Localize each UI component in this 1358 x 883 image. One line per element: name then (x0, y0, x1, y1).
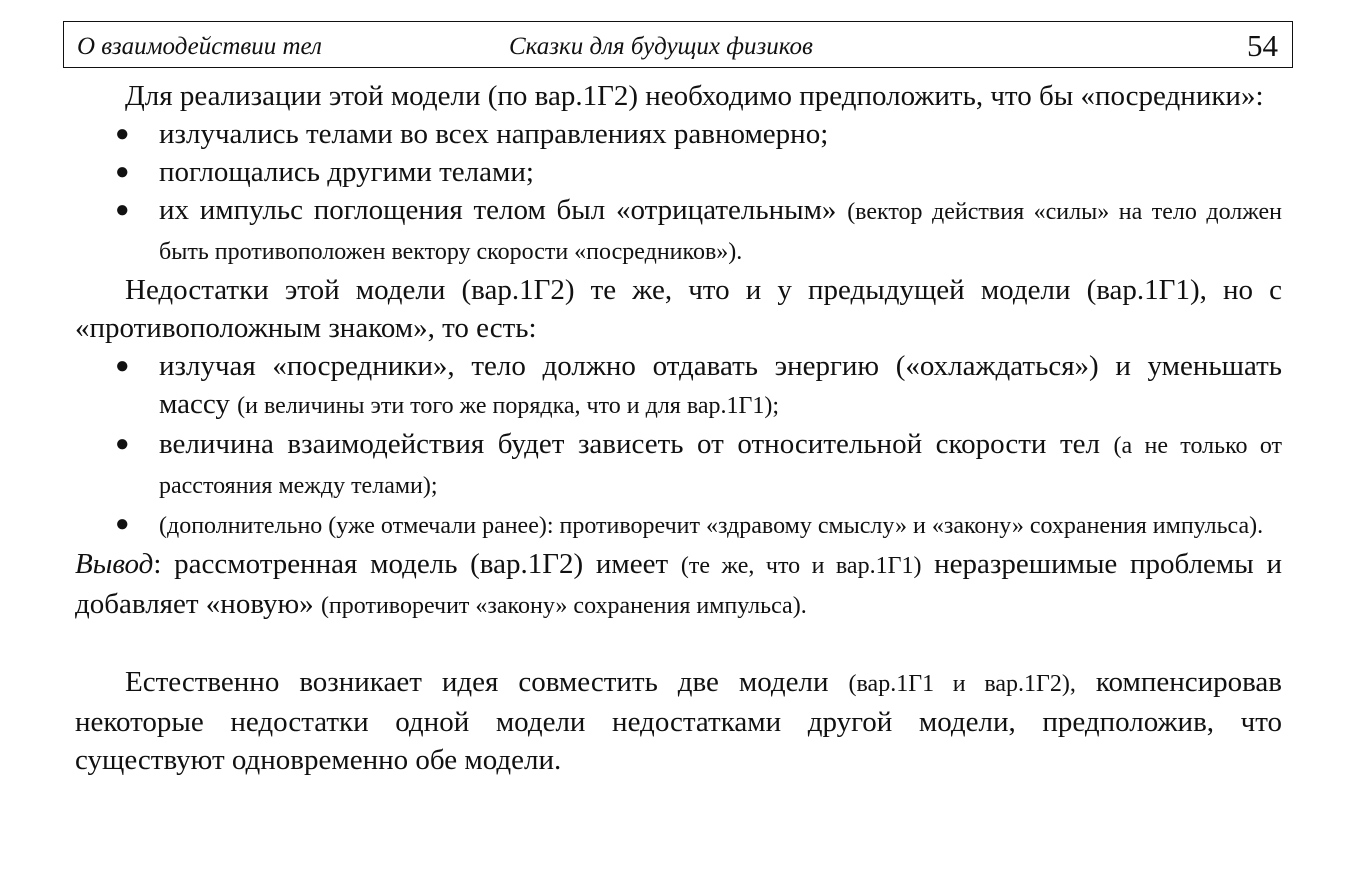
paragraph-intro: Для реализации этой модели (по вар.1Г2) необходимо предположить, что бы «посредники»: (125, 80, 1264, 112)
list-item-text: излучая «посредники», тело должно отдавать энергию («охлаждаться») и уменьшать массу (159, 350, 1282, 420)
bullet-icon: ● (115, 197, 130, 223)
list-item (75, 191, 1282, 271)
conclusion-note: (те же, что и вар.1Г1) (680, 553, 922, 579)
paragraph-text-2: компенсировав некоторые недостатки одной модели недостатками другой модели, предположив, что существуют одновременно обе модели. (75, 666, 1282, 776)
list-item-note: (а не только от расстояния между телами); (159, 433, 1282, 499)
requirements-list (75, 115, 1282, 271)
paragraph-note: (вар.1Г1 и вар.1Г2), (848, 671, 1076, 697)
list-item (75, 347, 1282, 425)
paragraph-conclusion (75, 545, 1282, 625)
paragraph-drawbacks: Недостатки этой модели (вар.1Г2) те же, что и у предыдущей модели (вар.1Г1), но с «противоположным знаком», то есть: (75, 274, 1282, 344)
page-body (75, 77, 1282, 779)
paragraph-combine-models (75, 663, 1282, 779)
list-item-note: (дополнительно (уже отмечали ранее): противоречит «здравому смыслу» и «закону» сохранения импульса). (159, 513, 1264, 539)
list-item (75, 115, 1282, 153)
bullet-icon: ● (115, 159, 130, 185)
paragraph-text: Естественно возникает идея совместить две модели (125, 666, 849, 698)
drawbacks-list (75, 347, 1282, 545)
bullet-icon: ● (115, 121, 130, 147)
list-item-text: излучались телами во всех направлениях равномерно; (159, 118, 829, 150)
conclusion-text: : рассмотренная модель (вар.1Г2) имеет (153, 548, 681, 580)
bullet-icon: ● (115, 353, 130, 379)
list-item-text: величина взаимодействия будет зависеть от относительной скорости тел (159, 428, 1114, 460)
page-number: 54 (1247, 28, 1278, 63)
list-item-note: (и величины эти того же порядка, что и для вар.1Г1); (237, 393, 780, 419)
bullet-icon: ● (115, 431, 130, 457)
bullet-icon: ● (115, 511, 130, 537)
list-item (75, 153, 1282, 191)
list-item (75, 505, 1282, 545)
list-item (75, 425, 1282, 505)
list-item-text: поглощались другими телами; (159, 156, 534, 188)
header-chapter-title: О взаимодействии тел (77, 33, 322, 60)
conclusion-label: Вывод (75, 548, 154, 580)
paragraph-spacer (75, 625, 1282, 663)
header-book-title: Сказки для будущих физиков (509, 33, 813, 60)
list-item-note: (вектор действия «силы» на тело должен быть противоположен вектору скорости «посредников»). (159, 199, 1282, 265)
conclusion-note-2: (противоречит «закону» сохранения импульса). (320, 593, 807, 619)
list-item-text: их импульс поглощения телом был «отрицательным» (159, 194, 848, 226)
conclusion-text-2: неразрешимые проблемы и добавляет «новую» (75, 548, 1282, 620)
running-header (63, 21, 1293, 68)
